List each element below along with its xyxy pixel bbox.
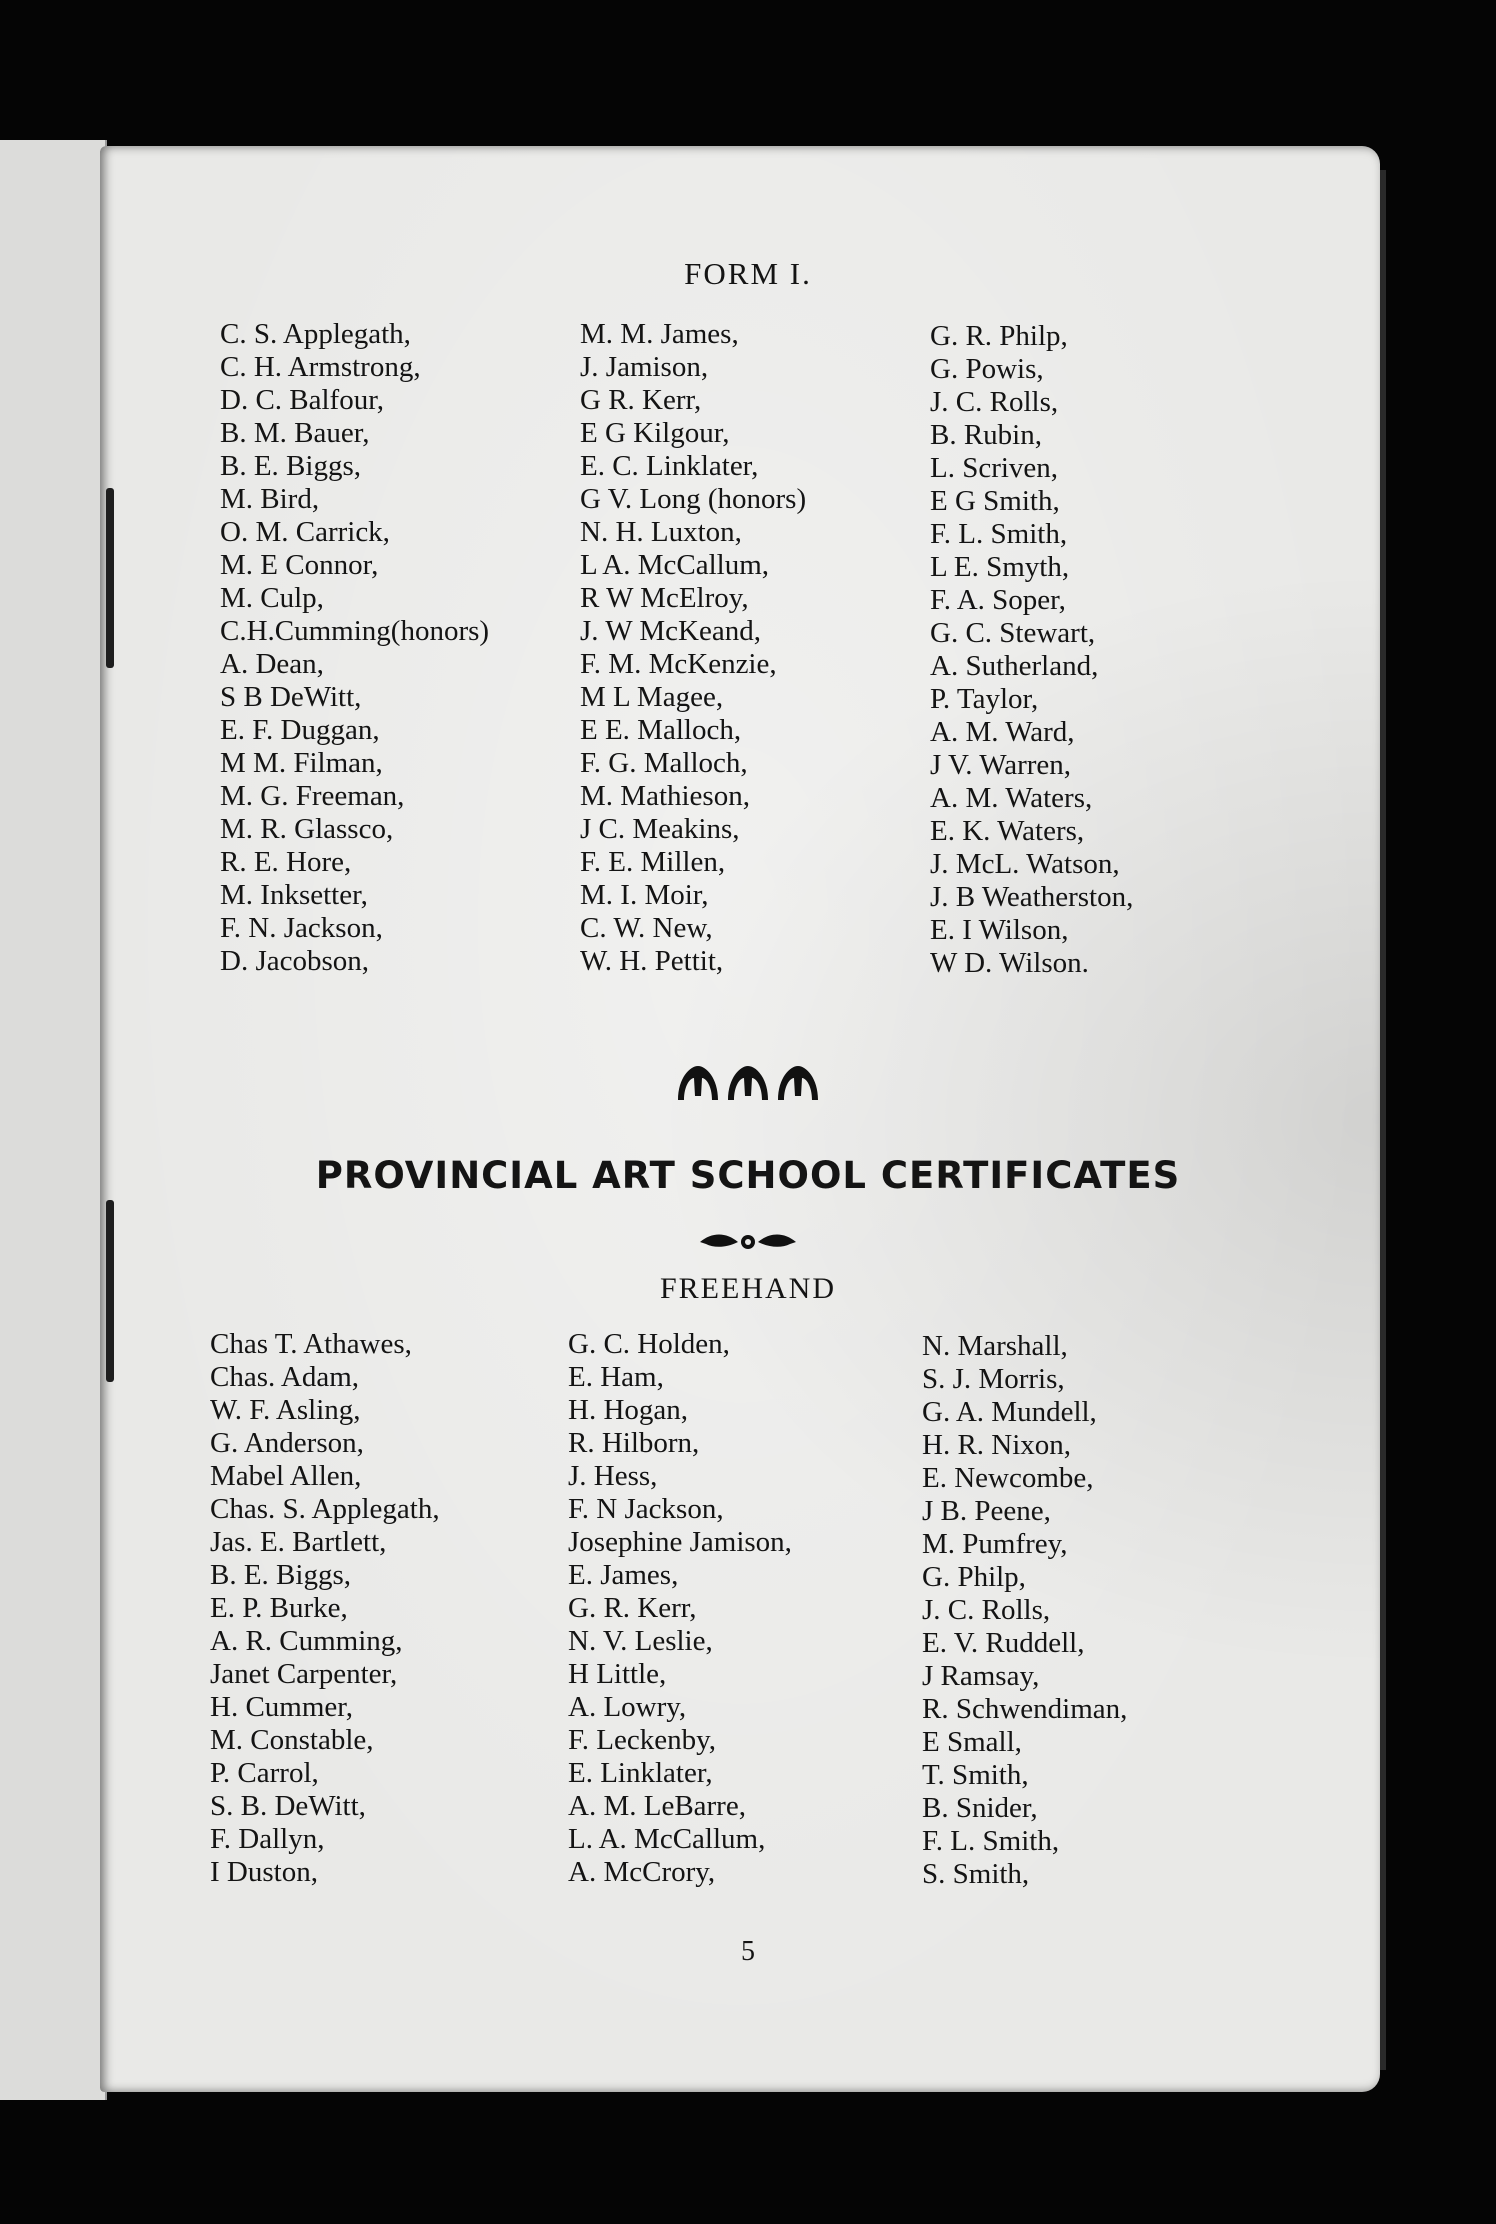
name-entry: C. W. New, [580, 912, 713, 944]
name-entry: L E. Smyth, [930, 551, 1070, 583]
name-entry: F. A. Soper, [930, 584, 1066, 616]
name-entry: J. C. Rolls, [930, 386, 1059, 418]
name-entry: F. Leckenby, [568, 1724, 717, 1756]
name-entry: B. M. Bauer, [220, 417, 370, 449]
name-entry: M. Constable, [210, 1724, 374, 1756]
name-entry: W. H. Pettit, [580, 945, 724, 977]
name-entry: G. Philp, [922, 1561, 1026, 1593]
name-entry: B. Snider, [922, 1792, 1038, 1824]
name-entry: R W McElroy, [580, 582, 749, 614]
name-entry: S. Smith, [922, 1858, 1030, 1890]
name-entry: A. Sutherland, [930, 650, 1099, 682]
name-entry: F. N. Jackson, [220, 912, 383, 944]
name-entry: E. P. Burke, [210, 1592, 348, 1624]
name-entry: D. Jacobson, [220, 945, 370, 977]
name-entry: P. Carrol, [210, 1757, 319, 1789]
name-entry: Josephine Jamison, [568, 1526, 792, 1558]
name-entry: A. M. Waters, [930, 782, 1093, 814]
name-entry: H Little, [568, 1658, 667, 1690]
name-entry: G. Powis, [930, 353, 1044, 385]
name-entry: Janet Carpenter, [210, 1658, 398, 1690]
name-entry: G. R. Philp, [930, 320, 1068, 352]
name-entry: M L Magee, [580, 681, 724, 713]
freehand-column-2 [568, 1328, 792, 1889]
name-entry: E. F. Duggan, [220, 714, 380, 746]
name-entry: M. Inksetter, [220, 879, 368, 911]
name-entry: R. Schwendiman, [922, 1693, 1128, 1725]
name-entry: M. Culp, [220, 582, 324, 614]
freehand-heading: FREEHAND [659, 1272, 836, 1305]
name-entry: C. S. Applegath, [220, 318, 411, 350]
name-entry: J. Hess, [568, 1460, 658, 1492]
name-entry: S. B. DeWitt, [210, 1790, 366, 1822]
name-entry: G. R. Kerr, [568, 1592, 697, 1624]
name-entry: F. E. Millen, [580, 846, 726, 878]
name-entry: M. Bird, [220, 483, 320, 515]
freehand-column-3 [922, 1330, 1127, 1891]
name-entry: S B DeWitt, [220, 681, 362, 713]
name-entry: J C. Meakins, [580, 813, 740, 845]
name-entry: E. Linklater, [568, 1757, 713, 1789]
name-entry: F. L. Smith, [922, 1825, 1060, 1857]
name-entry: E. I Wilson, [930, 914, 1069, 946]
name-entry: N. H. Luxton, [580, 516, 742, 548]
name-entry: W D. Wilson. [930, 947, 1089, 979]
name-entry: P. Taylor, [930, 683, 1039, 715]
name-entry: J. C. Rolls, [922, 1594, 1051, 1626]
name-entry: M. Mathieson, [580, 780, 750, 812]
name-entry: J B. Peene, [922, 1495, 1051, 1527]
name-entry: A. M. LeBarre, [568, 1790, 746, 1822]
name-entry: S. J. Morris, [922, 1363, 1065, 1395]
divider-ornament [0, 1228, 1496, 1261]
name-entry: M M. Filman, [220, 747, 383, 779]
certificates-title: PROVINCIAL ART SCHOOL CERTIFICATES [315, 1154, 1181, 1197]
name-entry: W. F. Asling, [210, 1394, 361, 1426]
name-entry: L. A. McCallum, [568, 1823, 766, 1855]
name-entry: E G Kilgour, [580, 417, 730, 449]
form-column-3 [930, 320, 1133, 980]
name-entry: I Duston, [210, 1856, 318, 1888]
name-entry: M. R. Glassco, [220, 813, 394, 845]
name-entry: R. Hilborn, [568, 1427, 700, 1459]
name-entry: E. Newcombe, [922, 1462, 1094, 1494]
name-entry: F. M. McKenzie, [580, 648, 777, 680]
name-entry: H. Cummer, [210, 1691, 354, 1723]
freehand-column-1 [210, 1328, 440, 1889]
name-entry: D. C. Balfour, [220, 384, 384, 416]
page-number: 5 [741, 1936, 755, 1967]
name-entry: B. E. Biggs, [220, 450, 361, 482]
name-entry: M. M. James, [580, 318, 739, 350]
name-entry: E G Smith, [930, 485, 1060, 517]
name-entry: E. Ham, [568, 1361, 664, 1393]
name-entry: Jas. E. Bartlett, [210, 1526, 387, 1558]
name-entry: G. C. Holden, [568, 1328, 730, 1360]
name-entry: G R. Kerr, [580, 384, 702, 416]
name-entry: B. E. Biggs, [210, 1559, 351, 1591]
name-entry: M. I. Moir, [580, 879, 709, 911]
name-entry: C. H. Armstrong, [220, 351, 421, 383]
name-entry: J. B Weatherston, [930, 881, 1134, 913]
facing-page-edge [0, 140, 107, 2100]
name-entry: M. E Connor, [220, 549, 379, 581]
name-entry: E. James, [568, 1559, 679, 1591]
staple-mark-top [106, 488, 114, 668]
name-entry: A. Dean, [220, 648, 324, 680]
name-entry: A. McCrory, [568, 1856, 716, 1888]
name-entry: Chas T. Athawes, [210, 1328, 412, 1360]
name-entry: L A. McCallum, [580, 549, 770, 581]
name-entry: N. Marshall, [922, 1330, 1068, 1362]
name-entry: F. Dallyn, [210, 1823, 325, 1855]
form-column-2 [580, 318, 806, 978]
name-entry: A. M. Ward, [930, 716, 1075, 748]
name-entry: L. Scriven, [930, 452, 1059, 484]
name-entry: E Small, [922, 1726, 1022, 1758]
name-entry: G. A. Mundell, [922, 1396, 1097, 1428]
fleuron-ornament [0, 1060, 1496, 1109]
name-entry: H. R. Nixon, [922, 1429, 1072, 1461]
name-entry: E. K. Waters, [930, 815, 1085, 847]
name-entry: F. L. Smith, [930, 518, 1068, 550]
name-entry: A. Lowry, [568, 1691, 687, 1723]
name-entry: H. Hogan, [568, 1394, 689, 1426]
form-heading: FORM I. [684, 256, 812, 291]
name-entry: E E. Malloch, [580, 714, 742, 746]
name-entry: N. V. Leslie, [568, 1625, 713, 1657]
name-entry: Mabel Allen, [210, 1460, 362, 1492]
name-entry: M. Pumfrey, [922, 1528, 1068, 1560]
name-entry: O. M. Carrick, [220, 516, 390, 548]
name-entry: Chas. Adam, [210, 1361, 360, 1393]
name-entry: R. E. Hore, [220, 846, 352, 878]
name-entry: E. C. Linklater, [580, 450, 759, 482]
name-entry: T. Smith, [922, 1759, 1029, 1791]
name-entry: E. V. Ruddell, [922, 1627, 1085, 1659]
form-column-1 [220, 318, 489, 978]
name-entry: M. G. Freeman, [220, 780, 405, 812]
name-entry: J Ramsay, [922, 1660, 1040, 1692]
name-entry: G V. Long (honors) [580, 483, 807, 515]
name-entry: J. W McKeand, [580, 615, 761, 647]
name-entry: G. C. Stewart, [930, 617, 1096, 649]
name-entry: J V. Warren, [930, 749, 1072, 781]
name-entry: B. Rubin, [930, 419, 1042, 451]
name-entry: J. McL. Watson, [930, 848, 1120, 880]
name-entry: C.H.Cumming(honors) [220, 615, 490, 647]
name-entry: F. G. Malloch, [580, 747, 748, 779]
name-entry: J. Jamison, [580, 351, 709, 383]
name-entry: F. N Jackson, [568, 1493, 724, 1525]
name-entry: A. R. Cumming, [210, 1625, 403, 1657]
name-entry: G. Anderson, [210, 1427, 364, 1459]
name-entry: Chas. S. Applegath, [210, 1493, 440, 1525]
